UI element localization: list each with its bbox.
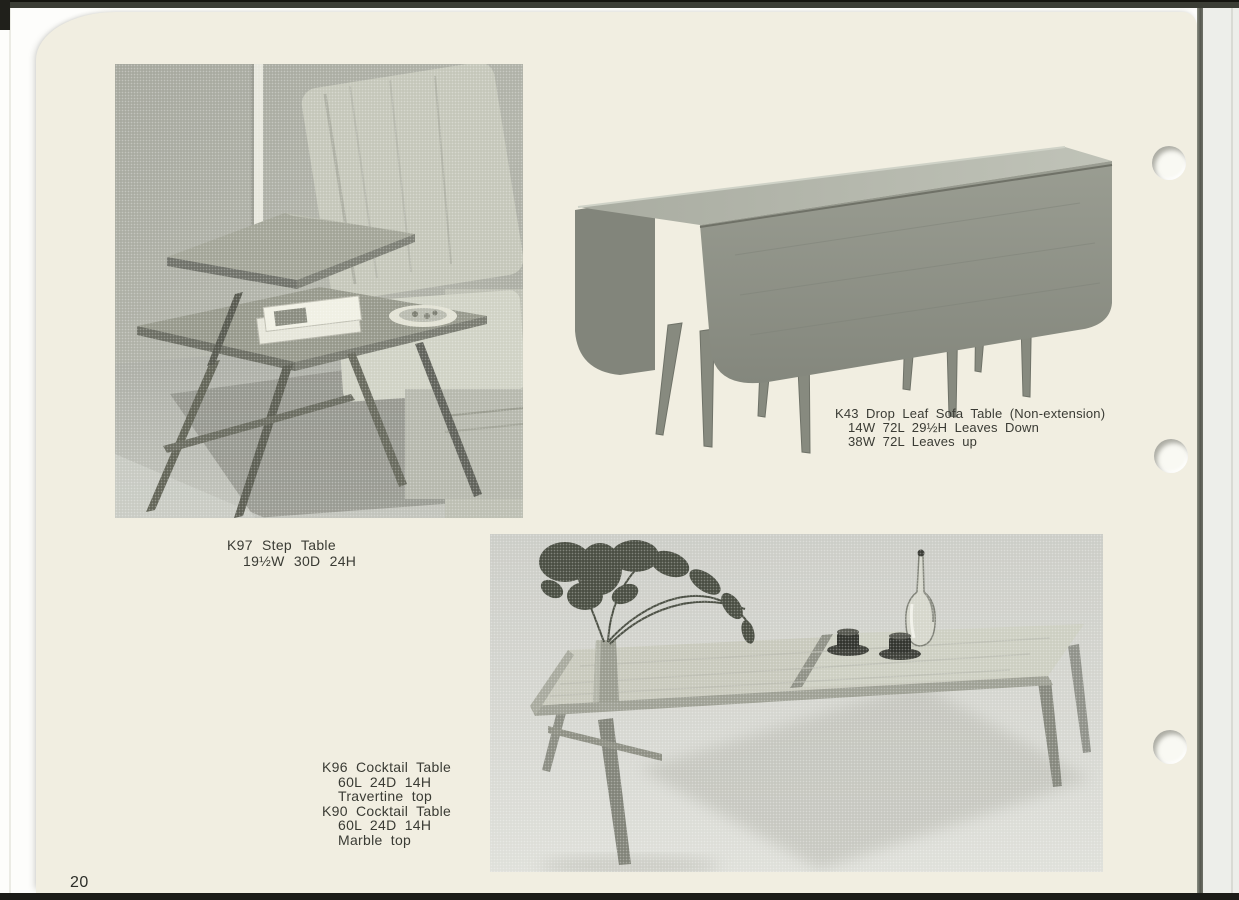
- scan-right-margin: [1203, 6, 1239, 894]
- caption-line: 14W 72L 29½H Leaves Down: [848, 420, 1040, 436]
- far-leaf: [575, 197, 655, 375]
- scan-edge-corner: [0, 0, 10, 30]
- caption-line: 38W 72L Leaves up: [848, 434, 978, 450]
- scan-edge-top: [0, 0, 1239, 8]
- caption-line: 60L 24D 14H: [338, 817, 432, 834]
- next-page-edge: [1231, 6, 1233, 894]
- caption-line: 19½W 30D 24H: [243, 552, 357, 569]
- page-number: 20: [70, 874, 89, 891]
- caption-line: K97 Step Table: [227, 537, 336, 553]
- caption-line: 60L 24D 14H: [338, 773, 432, 790]
- caption-step-table: [227, 538, 356, 569]
- step-table-scene: [115, 64, 523, 518]
- caption-line: Travertine top: [338, 788, 433, 805]
- scan-edge-bottom: [0, 893, 1239, 900]
- underlying-page-edge: [9, 0, 11, 893]
- photo-step-table: [115, 64, 523, 518]
- caption-line: K90 Cocktail Table: [322, 802, 452, 819]
- caption-line: Marble top: [338, 831, 412, 848]
- caption-line: K43 Drop Leaf Sofa Table (Non-extension): [835, 406, 1106, 421]
- caption-drop-leaf-table: [835, 407, 1105, 450]
- bowl: [389, 305, 457, 327]
- cocktail-table-scene: [490, 534, 1103, 872]
- binder-hole: [1153, 730, 1187, 764]
- caption-cocktail-table: [322, 760, 451, 848]
- photo-cocktail-table: [490, 534, 1103, 872]
- binder-hole: [1154, 439, 1188, 473]
- binder-hole: [1152, 146, 1186, 180]
- caption-line: K96 Cocktail Table: [322, 759, 452, 775]
